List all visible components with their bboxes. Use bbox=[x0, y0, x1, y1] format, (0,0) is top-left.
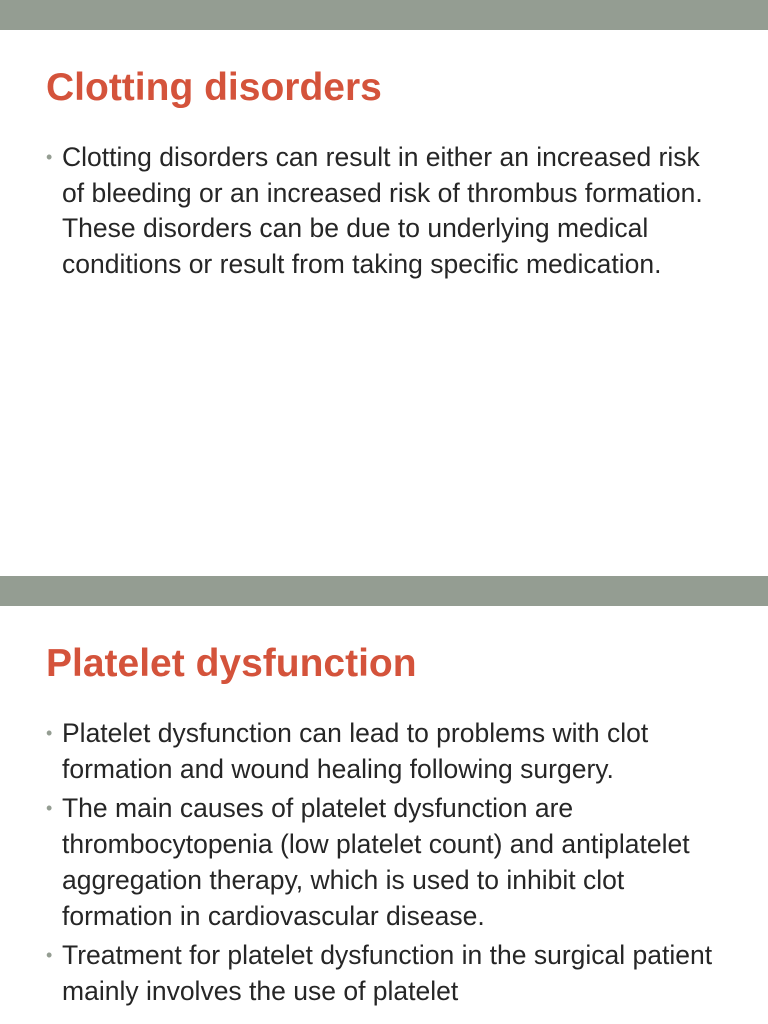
bullet-icon: • bbox=[46, 945, 53, 966]
bullet-item bbox=[46, 791, 726, 934]
slide-top-bar bbox=[0, 0, 768, 30]
bullet-icon: • bbox=[46, 147, 53, 167]
slide-clotting-disorders bbox=[0, 30, 768, 576]
bullet-list bbox=[46, 140, 726, 287]
bullet-item bbox=[46, 938, 726, 1009]
bullet-item bbox=[46, 716, 726, 787]
bullet-text: Treatment for platelet dysfunction in the surgical patient mainly involves the use of platelet bbox=[62, 940, 713, 1006]
bullet-icon: • bbox=[46, 723, 53, 743]
bullet-text: The main causes of platelet dysfunction are thrombocytopenia (low platelet count) and antiplatelet aggregation therapy, which is used to inhibit clot formation in cardiovascular disease. bbox=[62, 793, 690, 931]
bullet-icon: • bbox=[46, 798, 53, 819]
slide-platelet-dysfunction bbox=[0, 606, 768, 1024]
bullet-item bbox=[46, 140, 726, 283]
slide-title: Platelet dysfunction bbox=[46, 642, 417, 685]
bullet-list bbox=[46, 716, 726, 1014]
bullet-text: Clotting disorders can result in either an increased risk of bleeding or an increased risk of thrombus formation. These disorders can be due to underlying medical conditions or result from taking specific medication. bbox=[62, 142, 703, 280]
slide-divider-bar bbox=[0, 576, 768, 606]
slide-title: Clotting disorders bbox=[46, 66, 382, 109]
bullet-text: Platelet dysfunction can lead to problems with clot formation and wound healing following surgery. bbox=[62, 718, 649, 784]
